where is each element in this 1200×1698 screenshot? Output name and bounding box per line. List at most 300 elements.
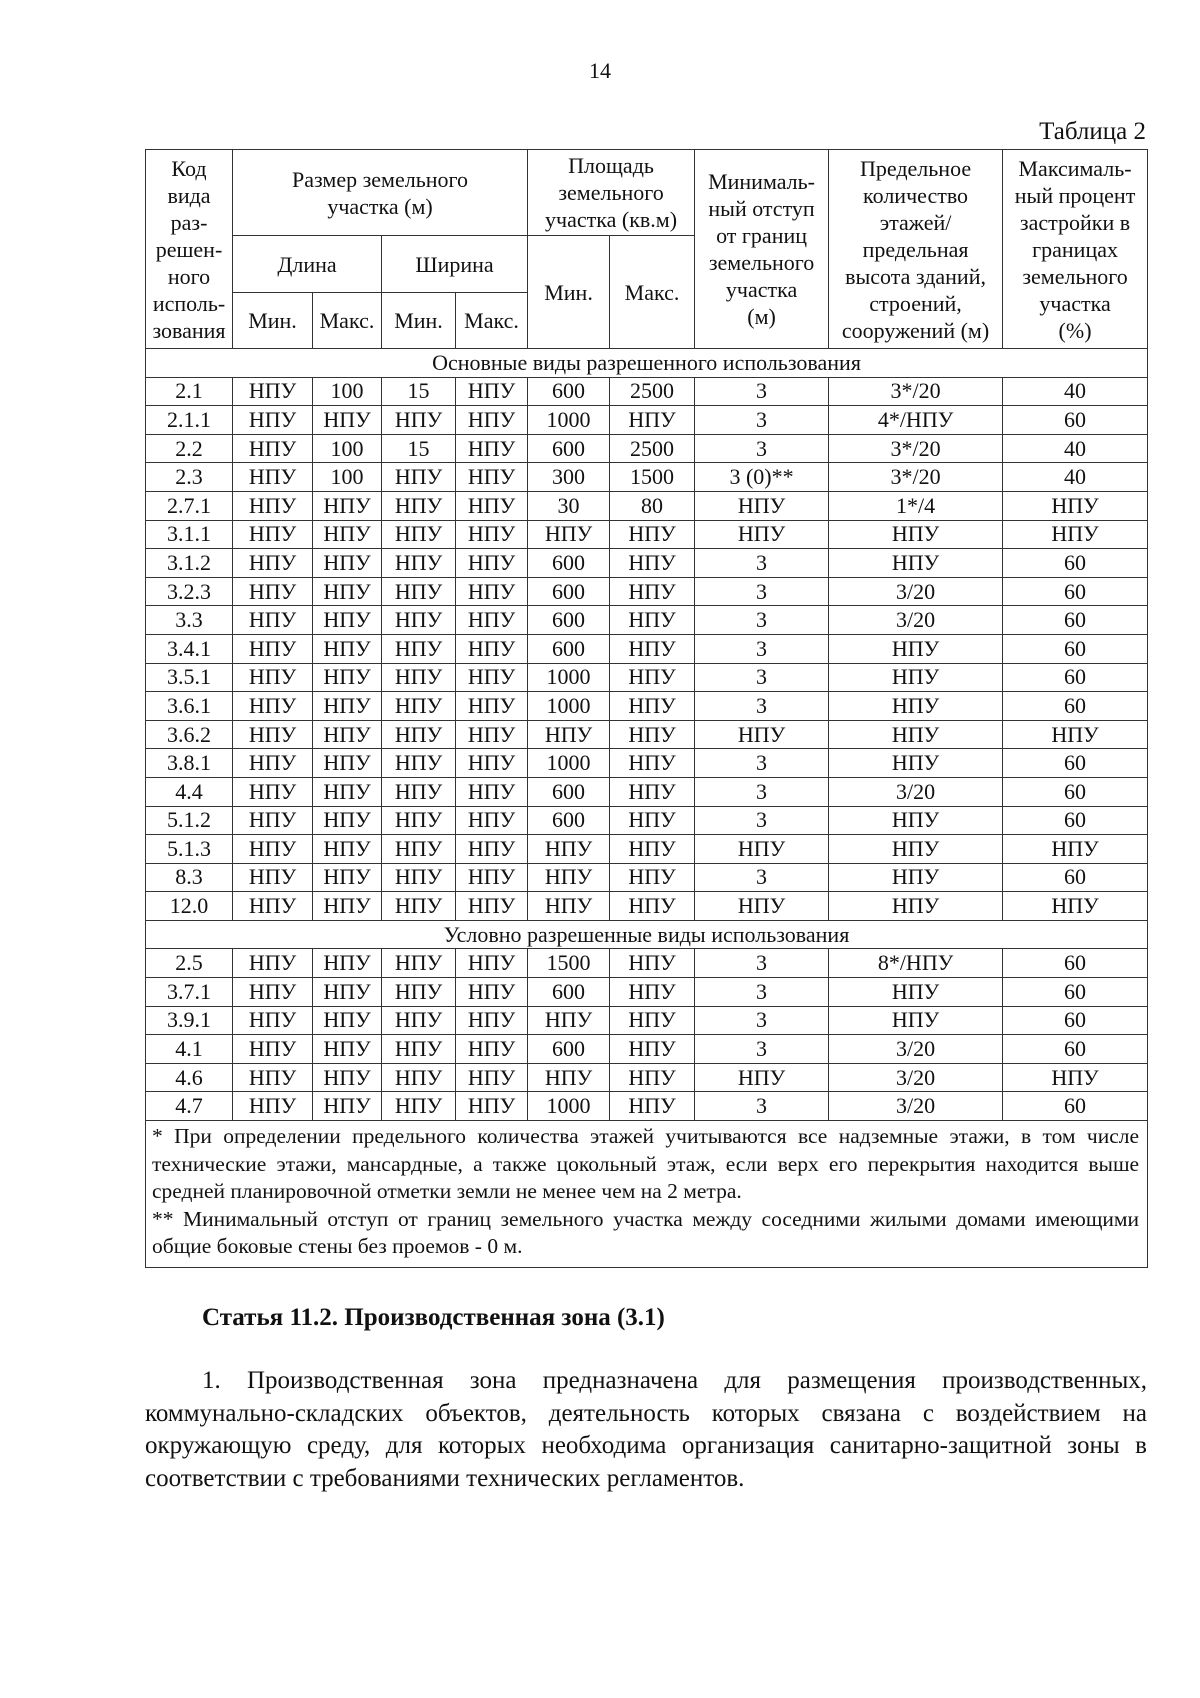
table-cell: 40 (1003, 463, 1148, 492)
table-row (146, 406, 1148, 435)
table-cell: НПУ (610, 406, 695, 435)
table-cell: НПУ (233, 863, 313, 892)
table-row (146, 777, 1148, 806)
table-cell: 60 (1003, 692, 1148, 721)
table-cell: НПУ (382, 835, 456, 864)
table-cell: НПУ (456, 634, 528, 663)
table-cell: НПУ (233, 634, 313, 663)
table-cell: 3/20 (829, 1035, 1003, 1064)
table-cell: НПУ (1003, 1063, 1148, 1092)
table-row (146, 1092, 1148, 1121)
table-cell: 3.2.3 (146, 577, 233, 606)
table-cell: 100 (313, 377, 382, 406)
table-cell: НПУ (695, 892, 829, 921)
table-footnotes (146, 1121, 1148, 1268)
table-cell: 4.4 (146, 777, 233, 806)
footnote-setback: ** Минимальный отступ от границ земельного участка между соседними жилыми домами имеющими общие боковые стены без проемов - 0 м. (152, 1206, 1140, 1259)
table-cell: 60 (1003, 406, 1148, 435)
table-cell: НПУ (829, 634, 1003, 663)
table-cell: 3*/20 (829, 377, 1003, 406)
header-length-max: Макс. (313, 293, 382, 349)
table-cell: 2.1 (146, 377, 233, 406)
table-cell: НПУ (610, 1092, 695, 1121)
table-cell: НПУ (1003, 491, 1148, 520)
table-cell: НПУ (1003, 520, 1148, 549)
header-area-max: Макс. (610, 236, 695, 349)
table-cell: НПУ (610, 606, 695, 635)
table-row (146, 606, 1148, 635)
table-cell: 4.6 (146, 1063, 233, 1092)
table-cell: НПУ (382, 749, 456, 778)
table-cell: 600 (528, 434, 610, 463)
table-cell: 3 (695, 1006, 829, 1035)
table-cell: НПУ (829, 863, 1003, 892)
table-cell: 300 (528, 463, 610, 492)
table-cell: 3.1.1 (146, 520, 233, 549)
table-cell: 3 (695, 434, 829, 463)
table-row (146, 549, 1148, 578)
table-cell: 3 (695, 749, 829, 778)
table-cell: НПУ (829, 1006, 1003, 1035)
table-cell: НПУ (695, 720, 829, 749)
article-paragraph: 1. Производственная зона предназначена для размещения производственных, коммунально-складских объектов, деятельность которых связана с воздействием на окружающую среду, для которых необходима организация санитарно-защитной зоны в соответствии с требованиями технических регламентов. (145, 1367, 1147, 1492)
table-cell: НПУ (233, 1092, 313, 1121)
table-cell: 3.9.1 (146, 1006, 233, 1035)
table-cell: НПУ (382, 463, 456, 492)
table-cell: 3.6.1 (146, 692, 233, 721)
table-cell: НПУ (528, 520, 610, 549)
table-cell: НПУ (1003, 892, 1148, 921)
table-cell: НПУ (456, 406, 528, 435)
article-title: Статья 11.2. Производственная зона (3.1) (202, 1304, 665, 1331)
table-cell: НПУ (456, 577, 528, 606)
table-cell: НПУ (313, 892, 382, 921)
table-cell: 3.8.1 (146, 749, 233, 778)
table-cell: НПУ (610, 577, 695, 606)
table-cell: 15 (382, 377, 456, 406)
table-cell: 60 (1003, 1006, 1148, 1035)
table-cell: НПУ (695, 491, 829, 520)
table-cell: НПУ (610, 777, 695, 806)
table-cell: 2500 (610, 434, 695, 463)
table-cell: 8*/НПУ (829, 949, 1003, 978)
table-cell: 3/20 (829, 777, 1003, 806)
table-cell: НПУ (829, 978, 1003, 1007)
table-cell: НПУ (528, 863, 610, 892)
table-cell: 1000 (528, 663, 610, 692)
table-cell: НПУ (382, 1006, 456, 1035)
table-cell: НПУ (382, 692, 456, 721)
table-row (146, 520, 1148, 549)
table-cell: НПУ (610, 978, 695, 1007)
table-cell: НПУ (610, 634, 695, 663)
table-cell: 3.4.1 (146, 634, 233, 663)
table-cell: НПУ (382, 1092, 456, 1121)
table-cell: 3 (695, 978, 829, 1007)
table-cell: НПУ (382, 892, 456, 921)
table-cell: НПУ (528, 1063, 610, 1092)
table-cell: НПУ (610, 663, 695, 692)
table-cell: НПУ (313, 577, 382, 606)
table-cell: НПУ (382, 720, 456, 749)
table-cell: НПУ (695, 835, 829, 864)
table-cell: 60 (1003, 978, 1148, 1007)
table-cell: 2.7.1 (146, 491, 233, 520)
table-cell: 4.7 (146, 1092, 233, 1121)
table-cell: НПУ (313, 749, 382, 778)
table-row (146, 434, 1148, 463)
table-cell: НПУ (233, 463, 313, 492)
table-cell: НПУ (829, 835, 1003, 864)
page-number: 14 (589, 58, 611, 83)
table-cell: НПУ (233, 377, 313, 406)
table-cell: НПУ (313, 606, 382, 635)
header-width-max: Макс. (456, 293, 528, 349)
zoning-parameters-table (145, 149, 1148, 1268)
table-cell: 30 (528, 491, 610, 520)
header-plot-size: Размер земельного участка (м) (233, 150, 528, 236)
table-cell: НПУ (610, 720, 695, 749)
table-cell: НПУ (528, 835, 610, 864)
table-cell: НПУ (233, 549, 313, 578)
table-cell: НПУ (233, 434, 313, 463)
table-cell: 5.1.3 (146, 835, 233, 864)
header-floors-height: Предельное количество этажей/ предельная высота зданий, строений, сооружений (м) (829, 150, 1003, 349)
table-cell: НПУ (610, 863, 695, 892)
table-cell: НПУ (382, 949, 456, 978)
table-cell: 3 (695, 863, 829, 892)
table-cell: НПУ (610, 1035, 695, 1064)
table-cell: НПУ (382, 663, 456, 692)
table-cell: НПУ (233, 949, 313, 978)
table-cell: НПУ (456, 863, 528, 892)
table-cell: НПУ (456, 892, 528, 921)
table-cell: НПУ (233, 1006, 313, 1035)
table-cell: НПУ (456, 463, 528, 492)
table-cell: НПУ (233, 520, 313, 549)
table-cell: НПУ (456, 692, 528, 721)
table-cell: НПУ (233, 491, 313, 520)
table-cell: НПУ (456, 1092, 528, 1121)
table-cell: 600 (528, 634, 610, 663)
table-cell: 600 (528, 806, 610, 835)
table-cell: НПУ (829, 692, 1003, 721)
table-cell: НПУ (233, 577, 313, 606)
table-cell: 12.0 (146, 892, 233, 921)
header-min-setback: Минималь- ный отступ от границ земельного участка (м) (695, 150, 829, 349)
table-cell: НПУ (829, 663, 1003, 692)
table-cell: НПУ (456, 1035, 528, 1064)
table-cell: НПУ (313, 949, 382, 978)
table-cell: 60 (1003, 749, 1148, 778)
table-row (146, 806, 1148, 835)
table-cell: 60 (1003, 1092, 1148, 1121)
table-cell: НПУ (610, 692, 695, 721)
table-cell: 3 (695, 634, 829, 663)
table-cell: 40 (1003, 434, 1148, 463)
table-cell: НПУ (313, 978, 382, 1007)
table-row (146, 1063, 1148, 1092)
table-cell: НПУ (313, 491, 382, 520)
table-cell: НПУ (313, 520, 382, 549)
table-cell: НПУ (528, 720, 610, 749)
table-row (146, 577, 1148, 606)
table-body (146, 349, 1148, 1121)
table-cell: НПУ (695, 520, 829, 549)
table-cell: НПУ (313, 1092, 382, 1121)
table-cell: 3*/20 (829, 434, 1003, 463)
table-cell: НПУ (610, 949, 695, 978)
table-cell: 80 (610, 491, 695, 520)
table-cell: НПУ (456, 491, 528, 520)
table-cell: НПУ (456, 606, 528, 635)
table-cell: 3 (695, 1035, 829, 1064)
header-length-min: Мин. (233, 293, 313, 349)
table-cell: 3 (695, 377, 829, 406)
table-caption: Таблица 2 (1039, 118, 1146, 145)
table-cell: 3.5.1 (146, 663, 233, 692)
table-cell: 1000 (528, 406, 610, 435)
table-cell: НПУ (695, 1063, 829, 1092)
table-cell: 100 (313, 463, 382, 492)
table-row (146, 949, 1148, 978)
table-cell: НПУ (233, 749, 313, 778)
table-cell: НПУ (382, 978, 456, 1007)
table-cell: 3/20 (829, 1063, 1003, 1092)
table-cell: 1000 (528, 749, 610, 778)
table-cell: 600 (528, 777, 610, 806)
table-cell: 60 (1003, 634, 1148, 663)
table-row (146, 663, 1148, 692)
table-cell: НПУ (610, 1006, 695, 1035)
section-title: Условно разрешенные виды использования (146, 920, 1148, 949)
table-row (146, 491, 1148, 520)
table-row (146, 892, 1148, 921)
table-row (146, 863, 1148, 892)
table-row (146, 377, 1148, 406)
table-cell: 600 (528, 577, 610, 606)
table-cell: НПУ (233, 835, 313, 864)
header-width: Ширина (382, 236, 528, 293)
table-cell: НПУ (382, 491, 456, 520)
table-cell: 1500 (528, 949, 610, 978)
table-cell: 60 (1003, 663, 1148, 692)
table-cell: НПУ (382, 577, 456, 606)
table-cell: 60 (1003, 777, 1148, 806)
table-cell: 40 (1003, 377, 1148, 406)
table-cell: НПУ (233, 606, 313, 635)
table-cell: 2.3 (146, 463, 233, 492)
table-cell: 1000 (528, 1092, 610, 1121)
table-cell: НПУ (610, 835, 695, 864)
table-row (146, 978, 1148, 1007)
table-cell: НПУ (233, 1035, 313, 1064)
table-row (146, 634, 1148, 663)
table-cell: НПУ (456, 549, 528, 578)
table-cell: 3 (695, 606, 829, 635)
table-cell: 3.1.2 (146, 549, 233, 578)
table-cell: НПУ (313, 406, 382, 435)
table-cell: 2.2 (146, 434, 233, 463)
table-cell: НПУ (1003, 835, 1148, 864)
table-cell: НПУ (313, 863, 382, 892)
table-cell: НПУ (829, 720, 1003, 749)
table-cell: НПУ (382, 1035, 456, 1064)
table-cell: НПУ (528, 1006, 610, 1035)
table-cell: 5.1.2 (146, 806, 233, 835)
table-cell: НПУ (313, 1035, 382, 1064)
table-cell: 100 (313, 434, 382, 463)
table-cell: 3/20 (829, 1092, 1003, 1121)
table-cell: 3 (695, 549, 829, 578)
table-cell: НПУ (456, 720, 528, 749)
table-cell: 3 (695, 777, 829, 806)
table-cell: НПУ (382, 606, 456, 635)
table-cell: НПУ (610, 806, 695, 835)
table-cell: 3*/20 (829, 463, 1003, 492)
table-cell: 3 (695, 949, 829, 978)
table-cell: НПУ (313, 777, 382, 806)
header-length: Длина (233, 236, 382, 293)
table-cell: 3 (695, 406, 829, 435)
table-row (146, 1035, 1148, 1064)
table-cell: 3/20 (829, 606, 1003, 635)
table-cell: НПУ (233, 720, 313, 749)
table-cell: НПУ (456, 777, 528, 806)
table-cell: НПУ (313, 1063, 382, 1092)
table-cell: 3 (695, 806, 829, 835)
section-header-row (146, 920, 1148, 949)
table-cell: НПУ (829, 749, 1003, 778)
table-cell: НПУ (456, 1006, 528, 1035)
table-cell: НПУ (456, 978, 528, 1007)
table-cell: 60 (1003, 606, 1148, 635)
table-cell: 3.3 (146, 606, 233, 635)
table-cell: 3 (695, 663, 829, 692)
table-cell: 60 (1003, 806, 1148, 835)
table-cell: 3 (695, 692, 829, 721)
table-cell: 1500 (610, 463, 695, 492)
table-cell: 1000 (528, 692, 610, 721)
table-cell: НПУ (829, 520, 1003, 549)
table-cell: НПУ (382, 863, 456, 892)
table-cell: НПУ (528, 892, 610, 921)
table-cell: НПУ (456, 520, 528, 549)
table-cell: НПУ (456, 949, 528, 978)
table-cell: НПУ (456, 663, 528, 692)
table-cell: 4.1 (146, 1035, 233, 1064)
table-cell: 600 (528, 377, 610, 406)
table-cell: 1*/4 (829, 491, 1003, 520)
table-cell: 3 (695, 577, 829, 606)
table-cell: НПУ (313, 720, 382, 749)
table-cell: НПУ (233, 406, 313, 435)
table-cell: НПУ (233, 777, 313, 806)
table-cell: 3.6.2 (146, 720, 233, 749)
table-cell: 60 (1003, 1035, 1148, 1064)
table-cell: 600 (528, 978, 610, 1007)
table-cell: НПУ (313, 634, 382, 663)
table-cell: 2.5 (146, 949, 233, 978)
table-cell: НПУ (610, 520, 695, 549)
table-cell: НПУ (456, 1063, 528, 1092)
table-cell: 3.7.1 (146, 978, 233, 1007)
table-cell: НПУ (313, 1006, 382, 1035)
table-cell: НПУ (610, 892, 695, 921)
table-cell: НПУ (313, 835, 382, 864)
table-cell: НПУ (382, 520, 456, 549)
footnote-floors: * При определении предельного количества этажей учитываются все надземные этажи, в том числе технические этажи, мансардные, а также цокольный этаж, если верх его перекрытия находится выше средней планировочной отметки земли не менее чем на 2 метра. (152, 1124, 1140, 1204)
table-cell: 60 (1003, 863, 1148, 892)
table-cell: НПУ (382, 634, 456, 663)
table-row (146, 720, 1148, 749)
header-max-coverage: Максималь- ный процент застройки в границах земельного участка (%) (1003, 150, 1148, 349)
table-cell: 2500 (610, 377, 695, 406)
table-cell: НПУ (313, 549, 382, 578)
table-cell: НПУ (610, 749, 695, 778)
table-cell: НПУ (313, 692, 382, 721)
table-cell: НПУ (233, 663, 313, 692)
table-cell: 600 (528, 606, 610, 635)
table-cell: НПУ (456, 806, 528, 835)
header-code: Код вида раз- решен- ного исполь- зования (146, 150, 233, 349)
table-cell: 60 (1003, 577, 1148, 606)
table-cell: НПУ (382, 406, 456, 435)
table-cell: НПУ (313, 806, 382, 835)
table-cell: НПУ (829, 892, 1003, 921)
table-cell: НПУ (233, 1063, 313, 1092)
header-area-min: Мин. (528, 236, 610, 349)
table-cell: НПУ (829, 806, 1003, 835)
table-row (146, 1006, 1148, 1035)
table-cell: 3/20 (829, 577, 1003, 606)
table-cell: 15 (382, 434, 456, 463)
table-cell: НПУ (382, 777, 456, 806)
table-cell: НПУ (313, 663, 382, 692)
header-plot-area: Площадь земельного участка (кв.м) (528, 150, 695, 236)
table-cell: НПУ (233, 692, 313, 721)
table-cell: НПУ (610, 1063, 695, 1092)
table-cell: НПУ (233, 806, 313, 835)
table-cell: 8.3 (146, 863, 233, 892)
table-row (146, 835, 1148, 864)
table-cell: НПУ (233, 892, 313, 921)
section-title: Основные виды разрешенного использования (146, 349, 1148, 378)
table-cell: НПУ (382, 806, 456, 835)
table-cell: НПУ (382, 549, 456, 578)
table-row (146, 749, 1148, 778)
table-cell: 60 (1003, 949, 1148, 978)
table-cell: НПУ (456, 749, 528, 778)
table-cell: НПУ (456, 835, 528, 864)
table-cell: НПУ (610, 549, 695, 578)
table-cell: 3 (695, 1092, 829, 1121)
table-row (146, 463, 1148, 492)
table-cell: 2.1.1 (146, 406, 233, 435)
table-cell: 4*/НПУ (829, 406, 1003, 435)
table-cell: НПУ (1003, 720, 1148, 749)
table-cell: 600 (528, 549, 610, 578)
table-cell: НПУ (456, 434, 528, 463)
table-row (146, 692, 1148, 721)
table-cell: 3 (0)** (695, 463, 829, 492)
table-cell: НПУ (382, 1063, 456, 1092)
table-cell: 600 (528, 1035, 610, 1064)
table-cell: НПУ (829, 549, 1003, 578)
table-cell: НПУ (456, 377, 528, 406)
table-cell: 60 (1003, 549, 1148, 578)
header-width-min: Мин. (382, 293, 456, 349)
